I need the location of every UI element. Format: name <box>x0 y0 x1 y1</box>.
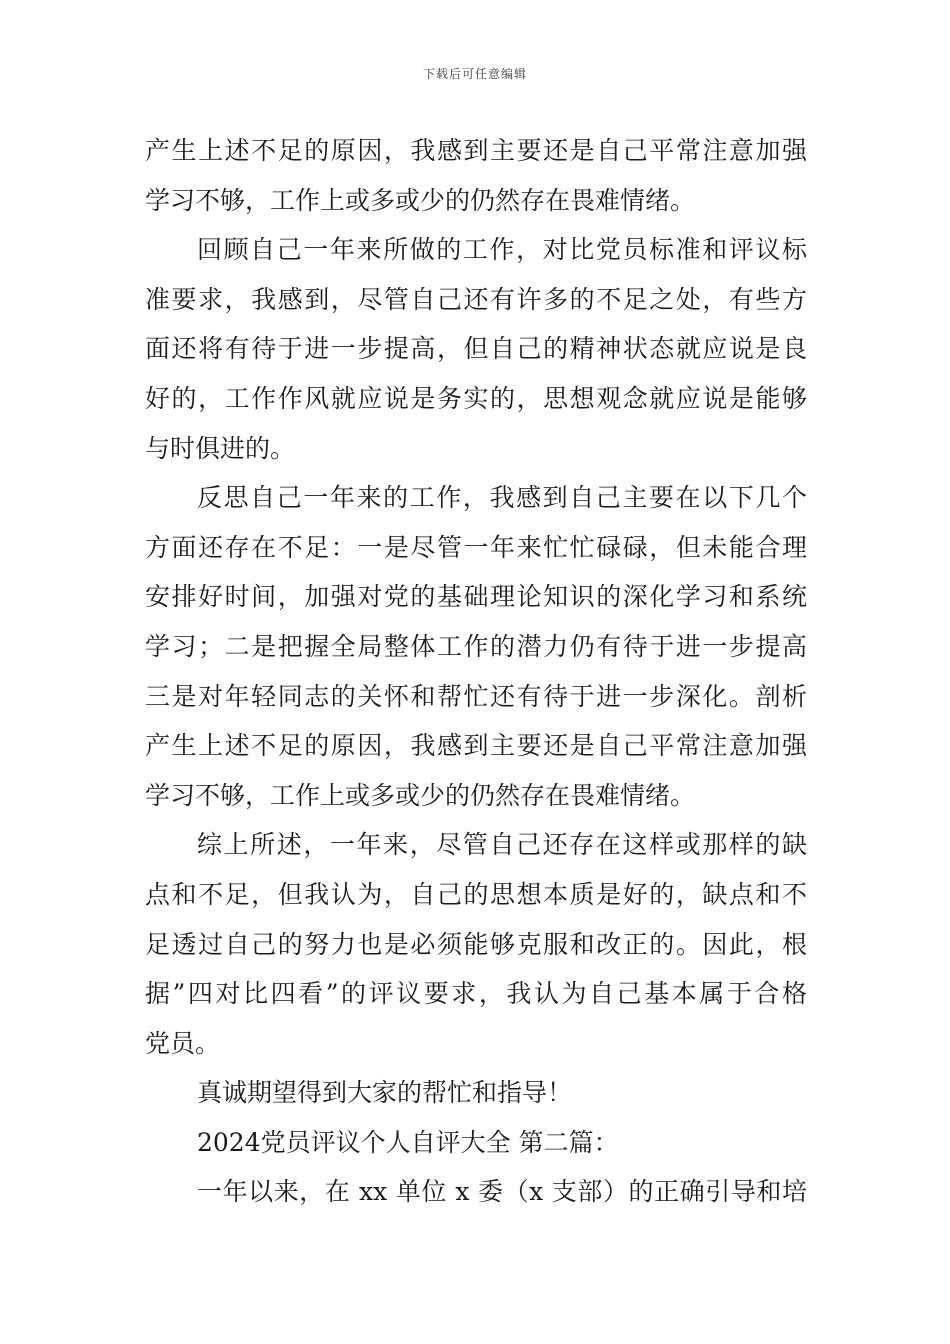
text-line: 学习；二是把握全局整体工作的潜力仍有待于进一步提高 <box>145 631 807 661</box>
text-line: 一年以来，在 xx 单位 x 委（x 支部）的正确引导和培 <box>197 1177 807 1207</box>
text-line: 学习不够，工作上或多或少的仍然存在畏难情绪。 <box>145 780 696 810</box>
text-line: 2024党员评议个人自评大全 第二篇： <box>197 1127 619 1157</box>
text-line: 三是对年轻同志的关怀和帮忙还有待于进一步深化。剖析 <box>145 681 807 711</box>
text-line: 面还将有待于进一步提高，但自己的精神状态就应说是良 <box>145 334 807 364</box>
text-line: 产生上述不足的原因，我感到主要还是自己平常注意加强 <box>145 136 807 165</box>
page-header-note: 下载后可任意编辑 <box>422 67 527 81</box>
text-line: 足透过自己的努力也是必须能够克服和改正的。因此，根 <box>145 929 807 959</box>
text-line: 与时俱进的。 <box>145 433 296 463</box>
text-line: 学习不够，工作上或多或少的仍然存在畏难情绪。 <box>145 185 696 215</box>
text-line: 产生上述不足的原因，我感到主要还是自己平常注意加强 <box>145 731 807 761</box>
text-line: 准要求，我感到，尽管自己还有许多的不足之处，有些方 <box>145 284 807 314</box>
text-line: 点和不足，但我认为，自己的思想本质是好的，缺点和不 <box>145 879 807 909</box>
text-line: 好的，工作作风就应说是务实的，思想观念就应说是能够 <box>145 383 807 413</box>
text-line: 安排好时间，加强对党的基础理论知识的深化学习和系统 <box>145 582 807 612</box>
text-line: 回顾自己一年来所做的工作，对比党员标准和评议标 <box>197 235 807 265</box>
text-line: 据”四对比四看”的评议要求，我认为自己基本属于合格 <box>145 979 807 1009</box>
document-body <box>145 126 807 1217</box>
text-line: 综上所述，一年来，尽管自己还存在这样或那样的缺 <box>197 830 807 860</box>
text-line: 方面还存在不足：一是尽管一年来忙忙碌碌，但未能合理 <box>145 532 807 562</box>
text-line: 党员。 <box>145 1028 221 1058</box>
text-line: 反思自己一年来的工作，我感到自己主要在以下几个 <box>197 483 807 513</box>
text-line: 真诚期望得到大家的帮忙和指导！ <box>197 1078 573 1108</box>
